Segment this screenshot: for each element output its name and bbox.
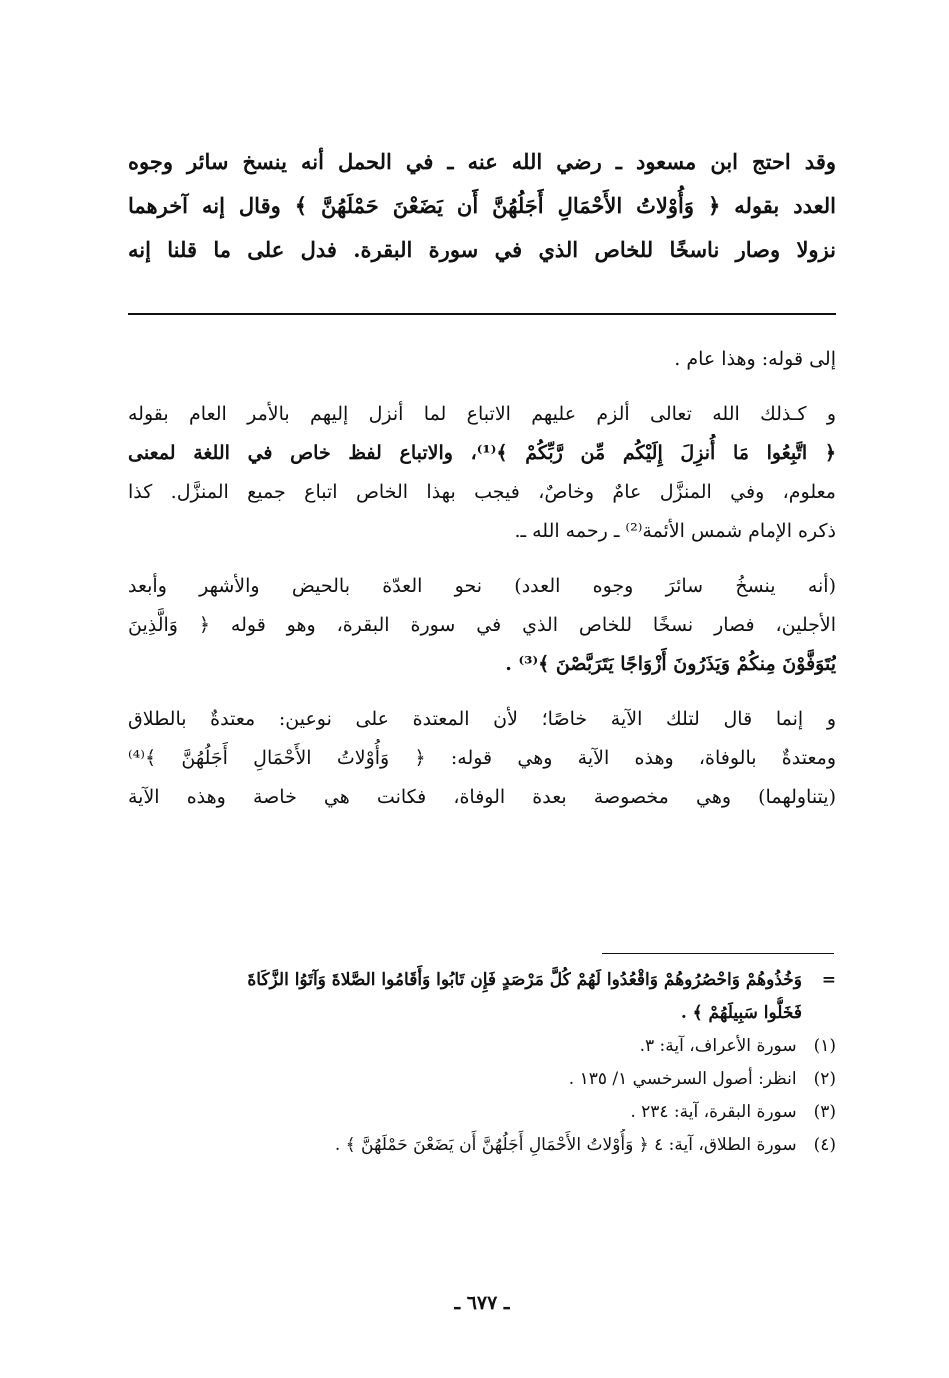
footnote-number: (١) [813, 1036, 836, 1056]
footnote-text: انظر: أصول السرخسي ١/ ١٣٥ . [568, 1069, 797, 1089]
footnote-number: (٢) [813, 1069, 836, 1089]
footnote-number: (٣) [813, 1102, 836, 1122]
commentary-line: و إنما قال لتلك الآية خاصًا؛ لأن المعتدة على نوعين: معتدةٌ بالطلاق [128, 708, 836, 730]
book-page [128, 0, 836, 1378]
commentary-line: معلوم، وفي المنزَّل عامٌ وخاصٌ، فيجب بهذا الخاص اتباع جميع المنزَّل. كذا [128, 481, 836, 503]
commentary-line: (أنه ينسخُ سائرَ وجوه العدد) نحو العدّة بالحيض والأشهر وأبعد [128, 575, 836, 597]
commentary-line: ومعتدةٌ بالوفاة، وهذه الآية وهي قوله: ﴿ وَأُوْلاتُ الأَحْمَالِ أَجَلُهُنَّ ﴾⁽⁴⁾ [128, 747, 836, 769]
footnote-item [128, 1030, 836, 1063]
commentary-line: الأجلين، فصار نسخًا للخاص الذي في سورة البقرة، وهو قوله ﴿ وَالَّذِينَ [128, 614, 836, 636]
commentary-line: و كـذلك الله تعالى ألزم عليهم الاتباع لما أنزل إليهم بالأمر العام بقوله [128, 403, 836, 425]
footnote-continuation-text: وَخُذُوهُمْ وَاحْصُرُوهُمْ وَاقْعُدُوا لَهُمْ كُلَّ مَرْصَدٍ فَإِن تَابُوا وَأَقَامُوا الصَّلاةَ وَآتَوُا الزَّكَاةَ [247, 970, 802, 990]
footnote-continuation [128, 964, 836, 997]
main-text-line: وقد احتج ابن مسعود ـ رضي الله عنه ـ في الحمل أنه ينسخ سائر وجوه [128, 149, 836, 174]
separator-rule [128, 313, 836, 315]
commentary-line: (يتناولهما) وهي مخصوصة بعدة الوفاة، فكانت هي خاصة وهذه الآية [128, 786, 836, 808]
footnotes-block [128, 964, 836, 1162]
commentary-block [128, 340, 836, 833]
footnote-text: سورة الطلاق، آية: ٤ ﴿ وَأُوْلاتُ الأَحْمَالِ أَجَلُهُنَّ أَن يَضَعْنَ حَمْلَهُنَّ ﴾ . [334, 1135, 797, 1155]
footnote-continuation-text: فَخَلُّوا سَبِيلَهُمْ ﴾ . [680, 1003, 802, 1023]
commentary-paragraph [128, 340, 836, 379]
footnote-item [128, 1063, 836, 1096]
main-text-line: نزولا وصار ناسخًا للخاص الذي في سورة البقرة. فدل على ما قلنا إنه [128, 237, 836, 262]
footnote-number: (٤) [813, 1135, 836, 1155]
commentary-line: يُتَوَفَّوْنَ مِنكُمْ وَيَذَرُونَ أَزْوَاجًا يَتَرَبَّصْنَ ﴾⁽³⁾ . [505, 653, 836, 675]
commentary-line: ذكره الإمام شمس الأئمة⁽²⁾ ـ رحمه الله ـ. [514, 520, 836, 542]
continuation-mark: = [821, 970, 836, 990]
commentary-paragraph [128, 567, 836, 684]
footnote-item [128, 1096, 836, 1129]
footnote-item [128, 1129, 836, 1162]
footnote-separator [602, 953, 834, 954]
commentary-line: إلى قوله: وهذا عام . [674, 348, 836, 370]
commentary-paragraph [128, 700, 836, 817]
footnote-continuation [128, 997, 836, 1030]
main-text-line: العدد بقوله ﴿ وَأُوْلاتُ الأَحْمَالِ أَجَلُهُنَّ أَن يَضَعْنَ حَمْلَهُنَّ ﴾ وقال إنه آخرهما [128, 193, 836, 218]
page-number: ـ ٦٧٧ ـ [454, 1292, 510, 1314]
commentary-paragraph [128, 395, 836, 551]
footnote-text: سورة الأعراف، آية: ٣. [639, 1036, 797, 1056]
commentary-line: ﴿ اتَّبِعُوا مَا أُنزِلَ إِلَيْكُم مِّن رَّبِّكُمْ ﴾⁽¹⁾، والاتباع لفظ خاص في اللغة لمعنى [128, 442, 836, 464]
footnote-text: سورة البقرة، آية: ٢٣٤ . [630, 1102, 797, 1122]
main-text-block [128, 140, 836, 272]
